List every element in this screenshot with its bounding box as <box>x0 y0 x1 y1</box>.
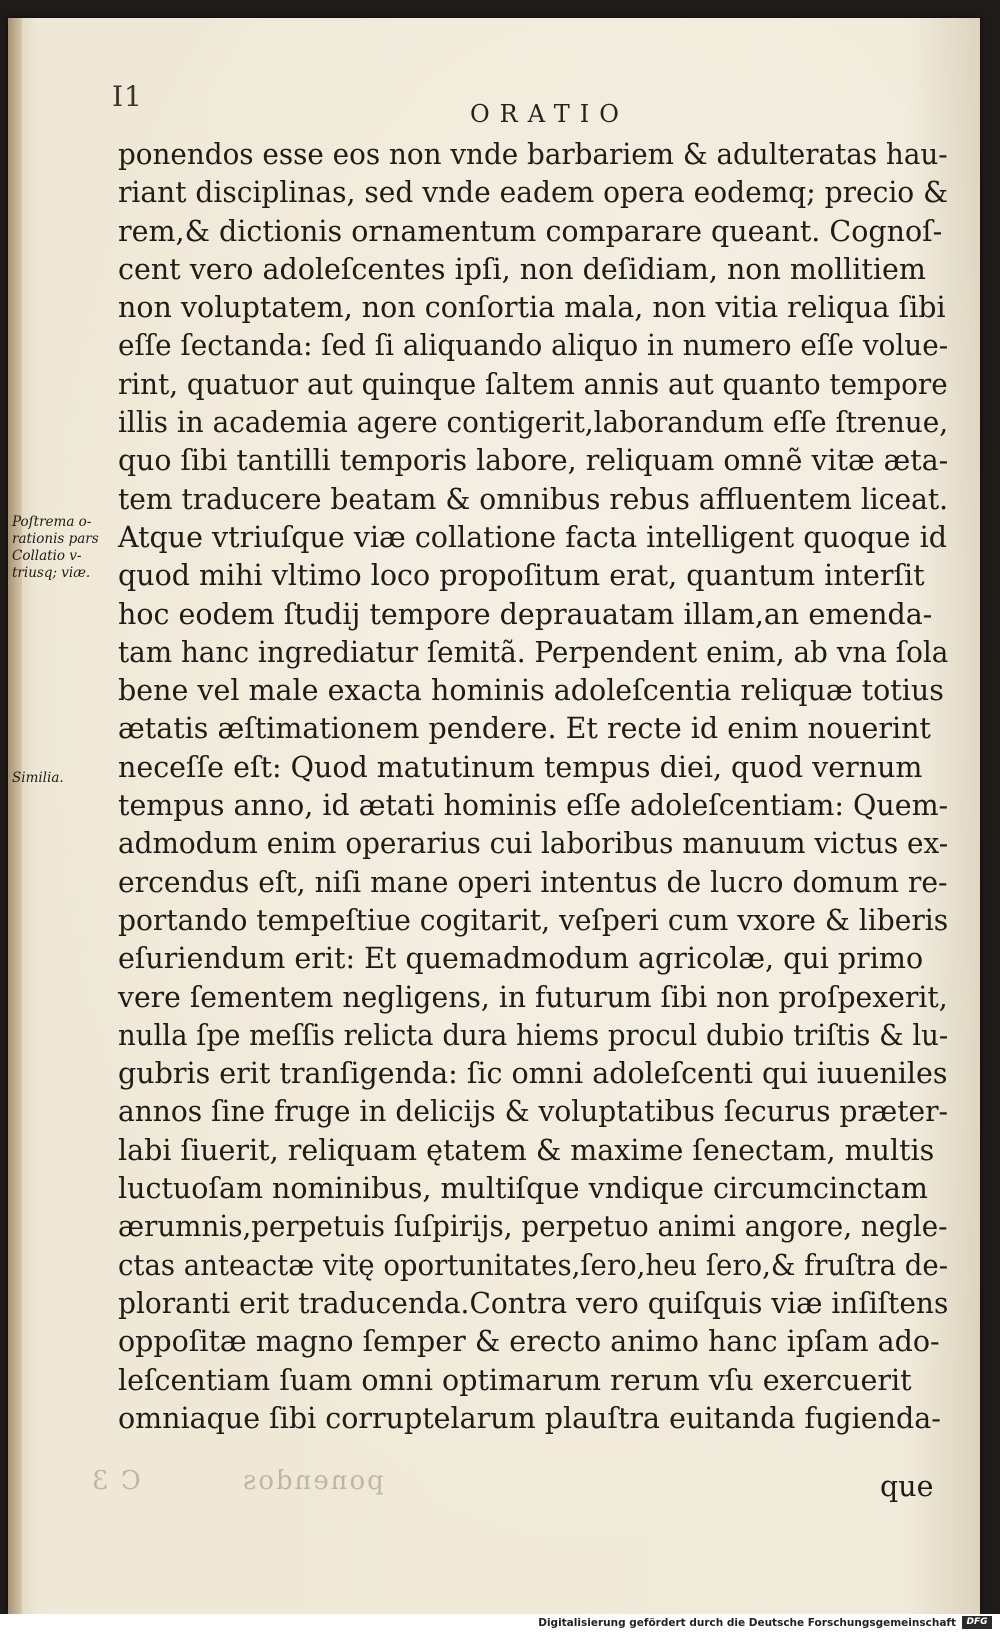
text-line: quod mihi vltimo loco propoſitum erat, quantum interſit <box>118 559 925 593</box>
marginal-note-line: rationis pars <box>12 531 99 547</box>
text-line: oppoſitæ magno ſemper & erecto animo hanc ipſam ado- <box>118 1325 940 1359</box>
text-line: bene vel male exacta hominis adoleſcentia reliquæ totius <box>118 674 944 708</box>
text-line: non voluptatem, non conſortia mala, non vitia reliqua ſibi <box>118 291 946 325</box>
text-line: ctas anteactæ vitę oportunitates,ſero,heu ſero,& fruſtra de- <box>118 1248 949 1282</box>
text-line: ætatis æſtimationem pendere. Et recte id enim nouerint <box>118 712 931 746</box>
marginal-note-line: Collatio v- <box>12 548 82 564</box>
text-line: cent vero adoleſcentes ipſi, non deſidiam, non mollitiem <box>118 252 926 286</box>
text-line: Atque vtriuſque viæ collatione facta intelligent quoque id <box>118 520 947 554</box>
text-line: eſuriendum erit: Et quemadmodum agricolæ, qui primo <box>118 942 924 976</box>
catchword: que <box>880 1470 934 1503</box>
text-line: ponendos esse eos non vnde barbariem & adulteratas hau- <box>118 138 948 171</box>
running-head: ORATIO <box>470 100 629 128</box>
text-line: ercendus eſt, niſi mane operi intentus de lucro domum re- <box>118 865 948 899</box>
marginal-note-line: triusq; viæ. <box>12 565 91 581</box>
marginal-note-similia: Similia. <box>12 770 64 786</box>
footer-credit: Digitalisierung gefördert durch die Deutsche Forschungsgemeinschaft <box>538 1617 956 1629</box>
text-line: eſſe ſectanda: ſed ſi aliquando aliquo in numero eſſe volue- <box>118 329 949 363</box>
text-line: tempus anno, id ætati hominis eſſe adoleſcentiam: Quem- <box>118 789 949 823</box>
text-line: annos ſine fruge in delicijs & voluptatibus ſecurus præter- <box>118 1095 948 1129</box>
text-line: hoc eodem ſtudij tempore deprauatam illam,an emenda- <box>118 597 933 631</box>
text-line: quo ſibi tantilli temporis labore, reliquam omnẽ vitæ æta- <box>118 444 949 478</box>
bleed-through-text <box>90 1466 384 1496</box>
text-line: rint, quatuor aut quinque ſaltem annis aut quanto tempore <box>118 367 948 401</box>
text-line: neceſſe eſt: Quod matutinum tempus diei, quod vernum <box>118 750 923 784</box>
text-line: portando tempeſtiue cogitarit, veſperi cum vxore & liberis <box>118 903 949 937</box>
marginal-note-line: Poſtrema o- <box>12 514 92 530</box>
text-line: tem traducere beatam & omnibus rebus affluentem liceat. <box>118 482 949 516</box>
text-line: admodum enim operarius cui laboribus manuum victus ex- <box>118 827 949 861</box>
page-gutter <box>8 18 22 1614</box>
text-line: nulla ſpe meſſis relicta dura hiems procul dubio triſtis & lu- <box>118 1018 949 1052</box>
text-line: leſcentiam ſuam omni optimarum rerum vſu exercuerit <box>118 1363 912 1397</box>
main-text <box>118 136 948 1438</box>
text-line: rem,& dictionis ornamentum comparare queant. Cognoſ- <box>118 214 943 248</box>
marginal-note-collatio <box>12 514 130 582</box>
text-line: tam hanc ingrediatur ſemitã. Perpendent enim, ab vna ſola <box>118 635 949 669</box>
text-line: ærumnis,perpetuis ſuſpirijs, perpetuo animi angore, negle- <box>118 1210 948 1244</box>
dfg-logo: DFG <box>962 1616 992 1629</box>
bleed-through-word: ponendos <box>240 1466 384 1496</box>
bleed-through-signature: C 3 <box>90 1466 141 1496</box>
text-line: vere ſementem negligens, in futurum ſibi non proſpexerit, <box>118 980 948 1014</box>
text-line: omniaque ſibi corruptelarum plauſtra euitanda fugienda- <box>118 1401 941 1435</box>
text-line: riant disciplinas, sed vnde eadem opera eodemq; precio & <box>118 176 949 210</box>
text-line: gubris erit tranſigenda: ſic omni adoleſcenti qui iuueniles <box>118 1057 948 1091</box>
text-line: ploranti erit traducenda.Contra vero quiſquis viæ inſiſtens <box>118 1286 949 1320</box>
text-line: luctuoſam nominibus, multiſque vndique circumcinctam <box>118 1172 928 1206</box>
text-line: labi ſiuerit, reliquam ętatem & maxime ſenectam, multis <box>118 1133 935 1167</box>
page-number: I1 <box>112 80 143 113</box>
text-line: illis in academia agere contigerit,laborandum eſſe ſtrenue, <box>118 406 949 440</box>
